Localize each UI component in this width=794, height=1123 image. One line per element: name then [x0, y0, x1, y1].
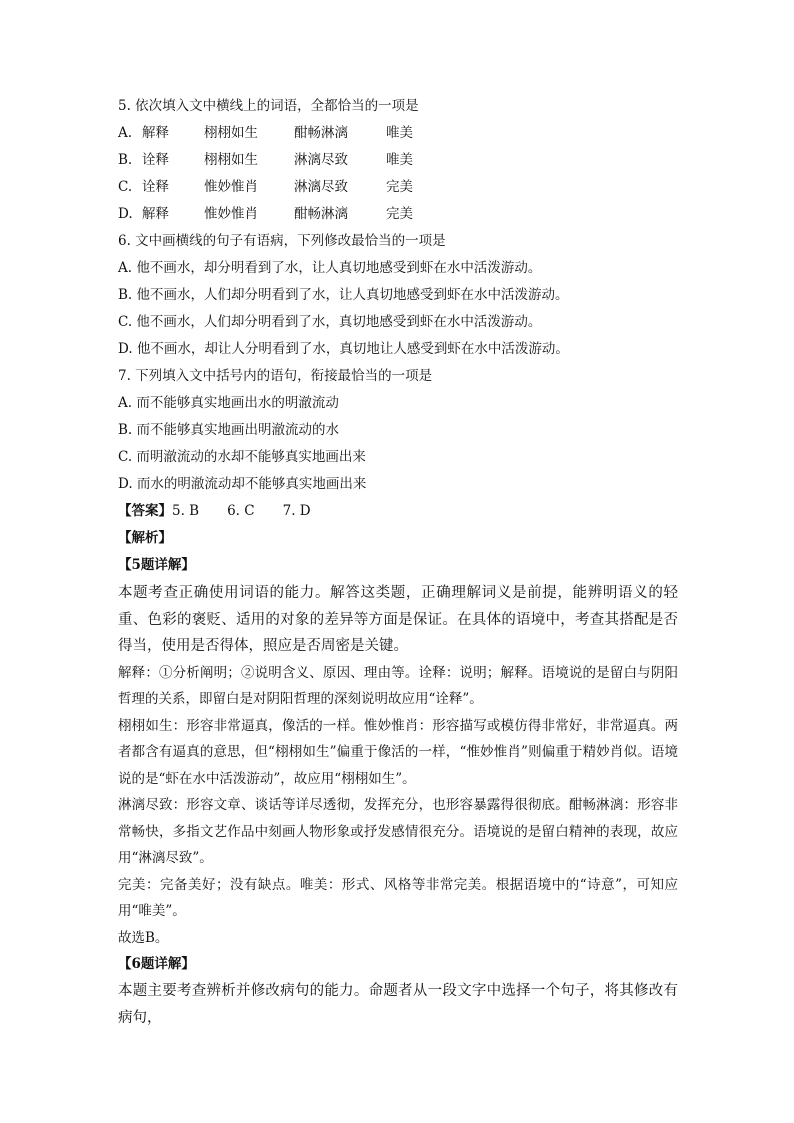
q5-detail-paragraph-4: 淋漓尽致：形容文章、谈话等详尽透彻，发挥充分，也形容暴露得很彻底。酣畅淋漓：形容非常畅快，多指文艺作品中刻画人物形象或抒发感情很充分。语境说的是留白精神的表现，故应用“淋漓尽致”。 [118, 797, 678, 866]
q5-option-a: A. 解释 栩栩如生 酣畅淋漓 唯美 [118, 125, 413, 141]
q7-option-b: B. 而不能够真实地画出明澈流动的水 [118, 422, 340, 438]
q5-detail-paragraph-1: 本题考查正确使用词语的能力。解答这类题，正确理解词义是前提，能辨明语义的轻重、色彩的褒贬、适用的对象的差异等方面是保证。在具体的语境中，考查其搭配是否得当，使用是否得体，照应是否周密是关键。 [118, 585, 678, 654]
q7-option-d: D. 而水的明澈流动却不能够真实地画出来 [118, 476, 367, 492]
q5-detail-paragraph-2: 解释：①分析阐明；②说明含义、原因、理由等。诠释：说明；解释。语境说的是留白与阴阳哲理的关系，即留白是对阴阳哲理的深刻说明故应用“诠释”。 [118, 664, 678, 707]
q6-option-d: D. 他不画水，却让人分明看到了水，真切地让人感受到虾在水中活泼游动。 [118, 341, 569, 357]
q5-option-d: D. 解释 惟妙惟肖 酣畅淋漓 完美 [118, 206, 413, 222]
q7-option-a: A. 而不能够真实地画出水的明澈流动 [118, 395, 339, 411]
q6-option-c: C. 他不画水，人们却分明看到了水，真切地感受到虾在水中活泼游动。 [118, 314, 542, 330]
answer-line [118, 498, 678, 525]
q5-option-b: B. 诠释 栩栩如生 淋漓尽致 唯美 [118, 152, 413, 168]
document-content [118, 93, 678, 1031]
answer-item-7: 7. D [282, 503, 311, 519]
q7-stem: 7. 下列填入文中括号内的语句，衔接最恰当的一项是 [118, 368, 433, 384]
q6-detail-paragraph-1: 本题主要考查辨析并修改病句的能力。命题者从一段文字中选择一个句子，将其修改有病句， [118, 983, 678, 1026]
q5-stem: 5. 依次填入文中横线上的词语，全都恰当的一项是 [118, 98, 419, 114]
q5-detail-paragraph-3: 栩栩如生：形容非常逼真，像活的一样。惟妙惟肖：形容描写或模仿得非常好，非常逼真。两者都含有逼真的意思，但“栩栩如生”偏重于像活的一样，“惟妙惟肖”则偏重于精妙肖似。语境说的是“虾在水中活泼游动”，故应用“栩栩如生”。 [118, 717, 678, 787]
q5-detail-tag: 【5题详解】 [118, 557, 195, 573]
q6-stem: 6. 文中画横线的句子有语病，下列修改最恰当的一项是 [118, 233, 446, 249]
analysis-tag: 【解析】 [118, 530, 172, 546]
q6-option-b: B. 他不画水，人们却分明看到了水，让人真切地感受到虾在水中活泼游动。 [118, 287, 569, 303]
q5-detail-paragraph-6: 故选B。 [118, 929, 169, 946]
q7-option-c: C. 而明澈流动的水却不能够真实地画出来 [118, 449, 366, 465]
answer-tag: 【答案】 [118, 503, 172, 519]
q6-option-a: A. 他不画水，却分明看到了水，让人真切地感受到虾在水中活泼游动。 [118, 260, 542, 276]
answer-item-6: 6. C [227, 503, 255, 519]
answer-item-5: 5. B [172, 503, 200, 519]
q6-detail-tag: 【6题详解】 [118, 956, 195, 972]
q5-detail-paragraph-5: 完美：完备美好；没有缺点。唯美：形式、风格等非常完美。根据语境中的“诗意”，可知应用“唯美”。 [118, 876, 678, 919]
q5-option-c: C. 诠释 惟妙惟肖 淋漓尽致 完美 [118, 179, 413, 195]
